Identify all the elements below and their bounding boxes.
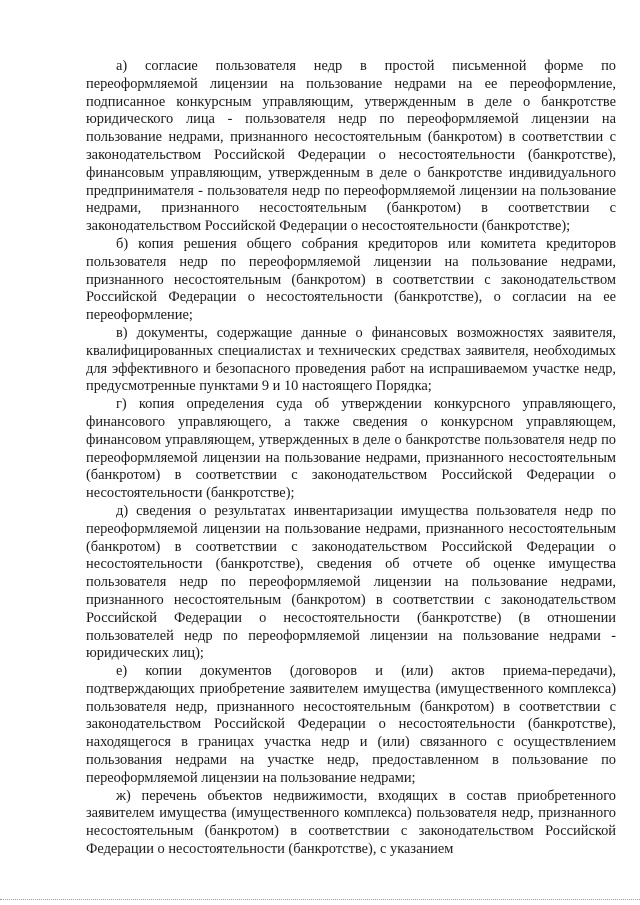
paragraph-e: е) копии документов (договоров и (или) актов приема-передачи), подтверждающих приобретение заявителем имущества (имущественного комплекса) пользователя недр, признанного несостоятельным (банкротом) в соответствии с законодательством Российской Федерации о несостоятельности (банкротстве), находящегося в границах участка недр и (или) связанного с осуществлением пользования недрами на участке недр, предоставленном в пользование по переоформляемой лицензии на пользование недрами; (86, 663, 616, 786)
document-page (86, 58, 616, 859)
paragraph-g: г) копия определения суда об утверждении конкурсного управляющего, финансового управляющего, а также сведения о конкурсном управляющем, финансовом управляющем, утвержденных в деле о банкротстве пользователя недр по переоформляемой лицензии на пользование недрами, признанного несостоятельным (банкротом) в соответствии с законодательством Российской Федерации о несостоятельности (банкротстве); (86, 396, 616, 502)
scan-bottom-edge (0, 899, 640, 900)
paragraph-a: а) согласие пользователя недр в простой письменной форме по переоформляемой лицензии на пользование недрами на ее переоформление, подписанное конкурсным управляющим, утвержденным в деле о банкротстве юридического лица - пользователя недр по переоформляемой лицензии на пользование недрами, признанного несостоятельным (банкротом) в соответствии с законодательством Российской Федерации о несостоятельности (банкротстве), финансовым управляющим, утвержденным в деле о банкротстве индивидуального предпринимателя - пользователя недр по переоформляемой лицензии на пользование недрами, признанного несостоятельным (банкротом) в соответствии с законодательством Российской Федерации о несостоятельности (банкротстве); (86, 58, 616, 235)
paragraph-d: д) сведения о результатах инвентаризации имущества пользователя недр по переоформляемой лицензии на пользование недрами, признанного несостоятельным (банкротом) в соответствии с законодательством Российской Федерации о несостоятельности (банкротстве), сведения об отчете об оценке имущества пользователя недр по переоформляемой лицензии на пользование недрами, признанного несостоятельным (банкротом) в соответствии с законодательством Российской Федерации о несостоятельности (банкротстве) (в отношении пользователей недр по переоформляемой лицензии на пользование недрами - юридических лиц); (86, 502, 616, 662)
paragraph-b: б) копия решения общего собрания кредиторов или комитета кредиторов пользователя недр по переоформляемой лицензии на пользование недрами, признанного несостоятельным (банкротом) в соответствии с законодательством Российской Федерации о несостоятельности (банкротстве), о согласии на ее переоформление; (86, 235, 616, 324)
paragraph-zh: ж) перечень объектов недвижимости, входящих в состав приобретенного заявителем имущества (имущественного комплекса) пользователя недр, признанного несостоятельным (банкротом) в соответствии с законодательством Российской Федерации о несостоятельности (банкротстве), с указанием (86, 787, 616, 858)
paragraph-v: в) документы, содержащие данные о финансовых возможностях заявителя, квалифицированных специалистах и технических средствах заявителя, необходимых для эффективного и безопасного проведения работ на испрашиваемом участке недр, предусмотренные пунктами 9 и 10 настоящего Порядка; (86, 324, 616, 395)
